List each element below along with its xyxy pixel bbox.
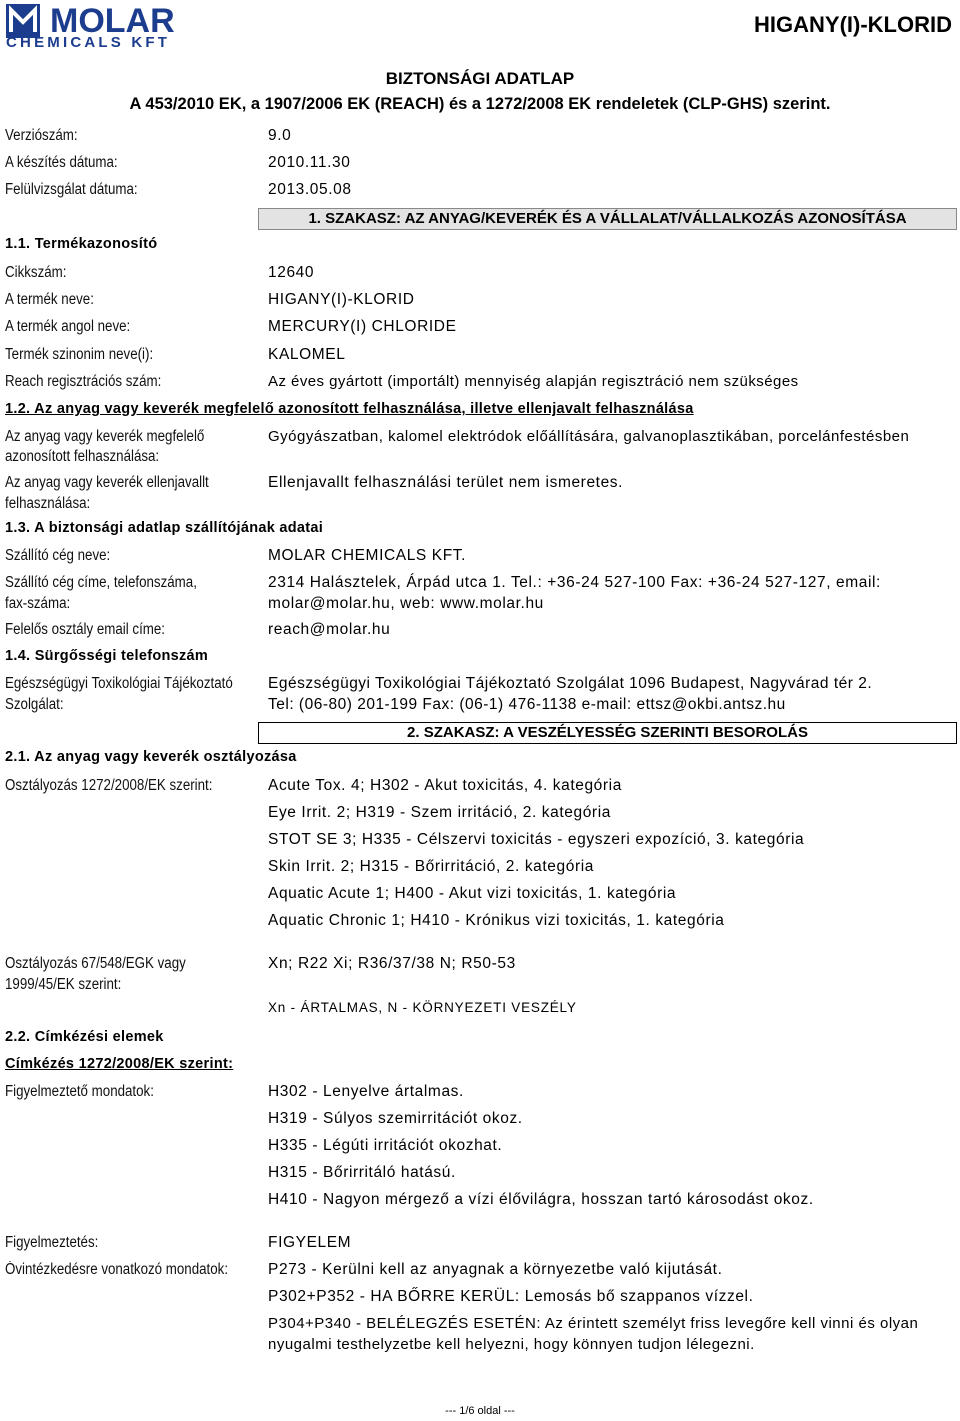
clp-item: Eye Irrit. 2; H319 - Szem irritáció, 2. kategória (268, 804, 611, 821)
created-date-label: A készítés dátuma: (5, 154, 118, 171)
labelling-regulation-title: Címkézés 1272/2008/EK szerint: (5, 1056, 234, 1072)
revised-date-label: Felülvizsgálat dátuma: (5, 181, 138, 198)
dsd-classification-value: Xn; R22 Xi; R36/37/38 N; R50-53 (268, 955, 516, 972)
signal-word-value: FIGYELEM (268, 1234, 352, 1251)
hazard-statement: H335 - Légúti irritációt okozhat. (268, 1137, 503, 1154)
hazard-statement: H302 - Lenyelve ártalmas. (268, 1083, 464, 1100)
reach-number-value: Az éves gyártott (importált) mennyiség alapján regisztráció nem szükséges (268, 373, 799, 390)
precautionary-statement: P302+P352 - HA BŐRRE KERÜL: Lemosás bő szappanos vízzel. (268, 1288, 754, 1305)
supplier-address-value-2[interactable]: molar@molar.hu, web: www.molar.hu (268, 595, 544, 612)
precautionary-statements-label: Óvintézkedésre vonatkozó mondatok: (5, 1261, 229, 1278)
dsd-classification-label-2: 1999/45/EK szerint: (5, 976, 122, 993)
synonym-label: Termék szinonim neve(i): (5, 346, 154, 363)
dsd-classification-note: Xn - ÁRTALMAS, N - KÖRNYEZETI VESZÉLY (268, 1000, 577, 1015)
contraindicated-use-label-1: Az anyag vagy keverék ellenjavallt (5, 474, 209, 491)
logo-brand-top: MOLAR (50, 2, 175, 40)
contraindicated-use-value: Ellenjavallt felhasználási terület nem ismeretes. (268, 474, 624, 491)
hazard-statements-label: Figyelmeztető mondatok: (5, 1083, 154, 1100)
product-english-name-value: MERCURY(I) CHLORIDE (268, 318, 457, 335)
precautionary-statement: P273 - Kerülni kell az anyagnak a környezetbe való kijutását. (268, 1261, 723, 1278)
item-number-value: 12640 (268, 264, 315, 281)
supplier-address-label-1: Szállító cég címe, telefonszáma, (5, 574, 197, 591)
sds-title: BIZTONSÁGI ADATLAP (385, 69, 575, 88)
clp-item: Aquatic Acute 1; H400 - Akut vizi toxicitás, 1. kategória (268, 885, 677, 902)
supplier-address-value-1: 2314 Halásztelek, Árpád utca 1. Tel.: +36-24 527-100 Fax: +36-24 527-127, email: (268, 574, 881, 591)
document-title: HIGANY(I)-KLORID (754, 12, 952, 37)
signal-word-label: Figyelmeztetés: (5, 1234, 99, 1251)
section-1-header: 1. SZAKASZ: AZ ANYAG/KEVERÉK ÉS A VÁLLALAT/VÁLLALKOZÁS AZONOSÍTÁSA (258, 208, 957, 230)
intended-use-label-1: Az anyag vagy keverék megfelelő (5, 428, 205, 445)
version-label: Verziószám: (5, 127, 78, 144)
precautionary-statement-long-2: nyugalmi testhelyzetbe kell helyezni, hogy könnyen tudjon lélegezni. (268, 1336, 755, 1353)
reach-number-label: Reach regisztrációs szám: (5, 373, 162, 390)
hazard-statement: H410 - Nagyon mérgező a vízi élővilágra, hosszan tartó károsodást okoz. (268, 1191, 814, 1208)
clp-item: Acute Tox. 4; H302 - Akut toxicitás, 4. kategória (268, 777, 622, 794)
created-date-value: 2010.11.30 (268, 154, 351, 171)
supplier-name-label: Szállító cég neve: (5, 547, 111, 564)
supplier-name-value: MOLAR CHEMICALS KFT. (268, 547, 467, 564)
product-name-label: A termék neve: (5, 291, 94, 308)
subsection-1-1-title: 1.1. Termékazonosító (5, 236, 158, 252)
version-value: 9.0 (268, 127, 292, 144)
dsd-classification-label-1: Osztályozás 67/548/EGK vagy (5, 955, 186, 972)
subsection-1-3-title: 1.3. A biztonsági adatlap szállítójának adatai (5, 520, 324, 536)
revised-date-value: 2013.05.08 (268, 181, 352, 198)
product-name-value: HIGANY(I)-KLORID (268, 291, 415, 308)
subsection-1-4-title: 1.4. Sürgősségi telefonszám (5, 648, 209, 664)
contraindicated-use-label-2: felhasználása: (5, 495, 91, 512)
emergency-value-2: Tel: (06-80) 201-199 Fax: (06-1) 476-1138 e-mail: ettsz@okbi.antsz.hu (268, 696, 786, 713)
hazard-statement: H319 - Súlyos szemirritációt okoz. (268, 1110, 523, 1127)
department-email-value[interactable]: reach@molar.hu (268, 621, 391, 638)
clp-item: Aquatic Chronic 1; H410 - Krónikus vizi toxicitás, 1. kategória (268, 912, 725, 929)
hazard-statement: H315 - Bőrirritáló hatású. (268, 1164, 456, 1181)
logo-brand-bottom: CHEMICALS KFT (6, 34, 171, 48)
intended-use-label-2: azonosított felhasználása: (5, 448, 160, 465)
company-logo (4, 2, 226, 48)
clp-item: Skin Irrit. 2; H315 - Bőrirritáció, 2. kategória (268, 858, 594, 875)
precautionary-statement-long-1: P304+P340 - BELÉLEGZÉS ESETÉN: Az érintett személyt friss levegőre kell vinni és olyan (268, 1315, 919, 1332)
clp-item: STOT SE 3; H335 - Célszervi toxicitás - egyszeri expozíció, 3. kategória (268, 831, 805, 848)
emergency-label-1: Egészségügyi Toxikológiai Tájékoztató (5, 675, 233, 692)
regulation-line: A 453/2010 EK, a 1907/2006 EK (REACH) és a 1272/2008 EK rendeletek (CLP-GHS) szerint. (129, 95, 831, 113)
subsection-2-1-title: 2.1. Az anyag vagy keverék osztályozása (5, 749, 297, 765)
subsection-1-2-title: 1.2. Az anyag vagy keverék megfelelő azonosított felhasználása, illetve ellenjavalt felhasználása (5, 401, 694, 417)
intended-use-value: Gyógyászatban, kalomel elektródok előállítására, galvanoplasztikában, porcelánfestésben (268, 428, 910, 445)
product-english-name-label: A termék angol neve: (5, 318, 131, 335)
synonym-value: KALOMEL (268, 346, 346, 363)
item-number-label: Cikkszám: (5, 264, 67, 281)
supplier-address-label-2: fax-száma: (5, 595, 71, 612)
clp-classification-label: Osztályozás 1272/2008/EK szerint: (5, 777, 213, 794)
subsection-2-2-title: 2.2. Címkézési elemek (5, 1029, 164, 1045)
emergency-label-2: Szolgálat: (5, 696, 64, 713)
department-email-label: Felelős osztály email címe: (5, 621, 166, 638)
section-2-header: 2. SZAKASZ: A VESZÉLYESSÉG SZERINTI BESOROLÁS (258, 722, 957, 744)
page-footer: --- 1/6 oldal --- (445, 1405, 515, 1417)
emergency-value-1: Egészségügyi Toxikológiai Tájékoztató Szolgálat 1096 Budapest, Nagyvárad tér 2. (268, 675, 873, 692)
